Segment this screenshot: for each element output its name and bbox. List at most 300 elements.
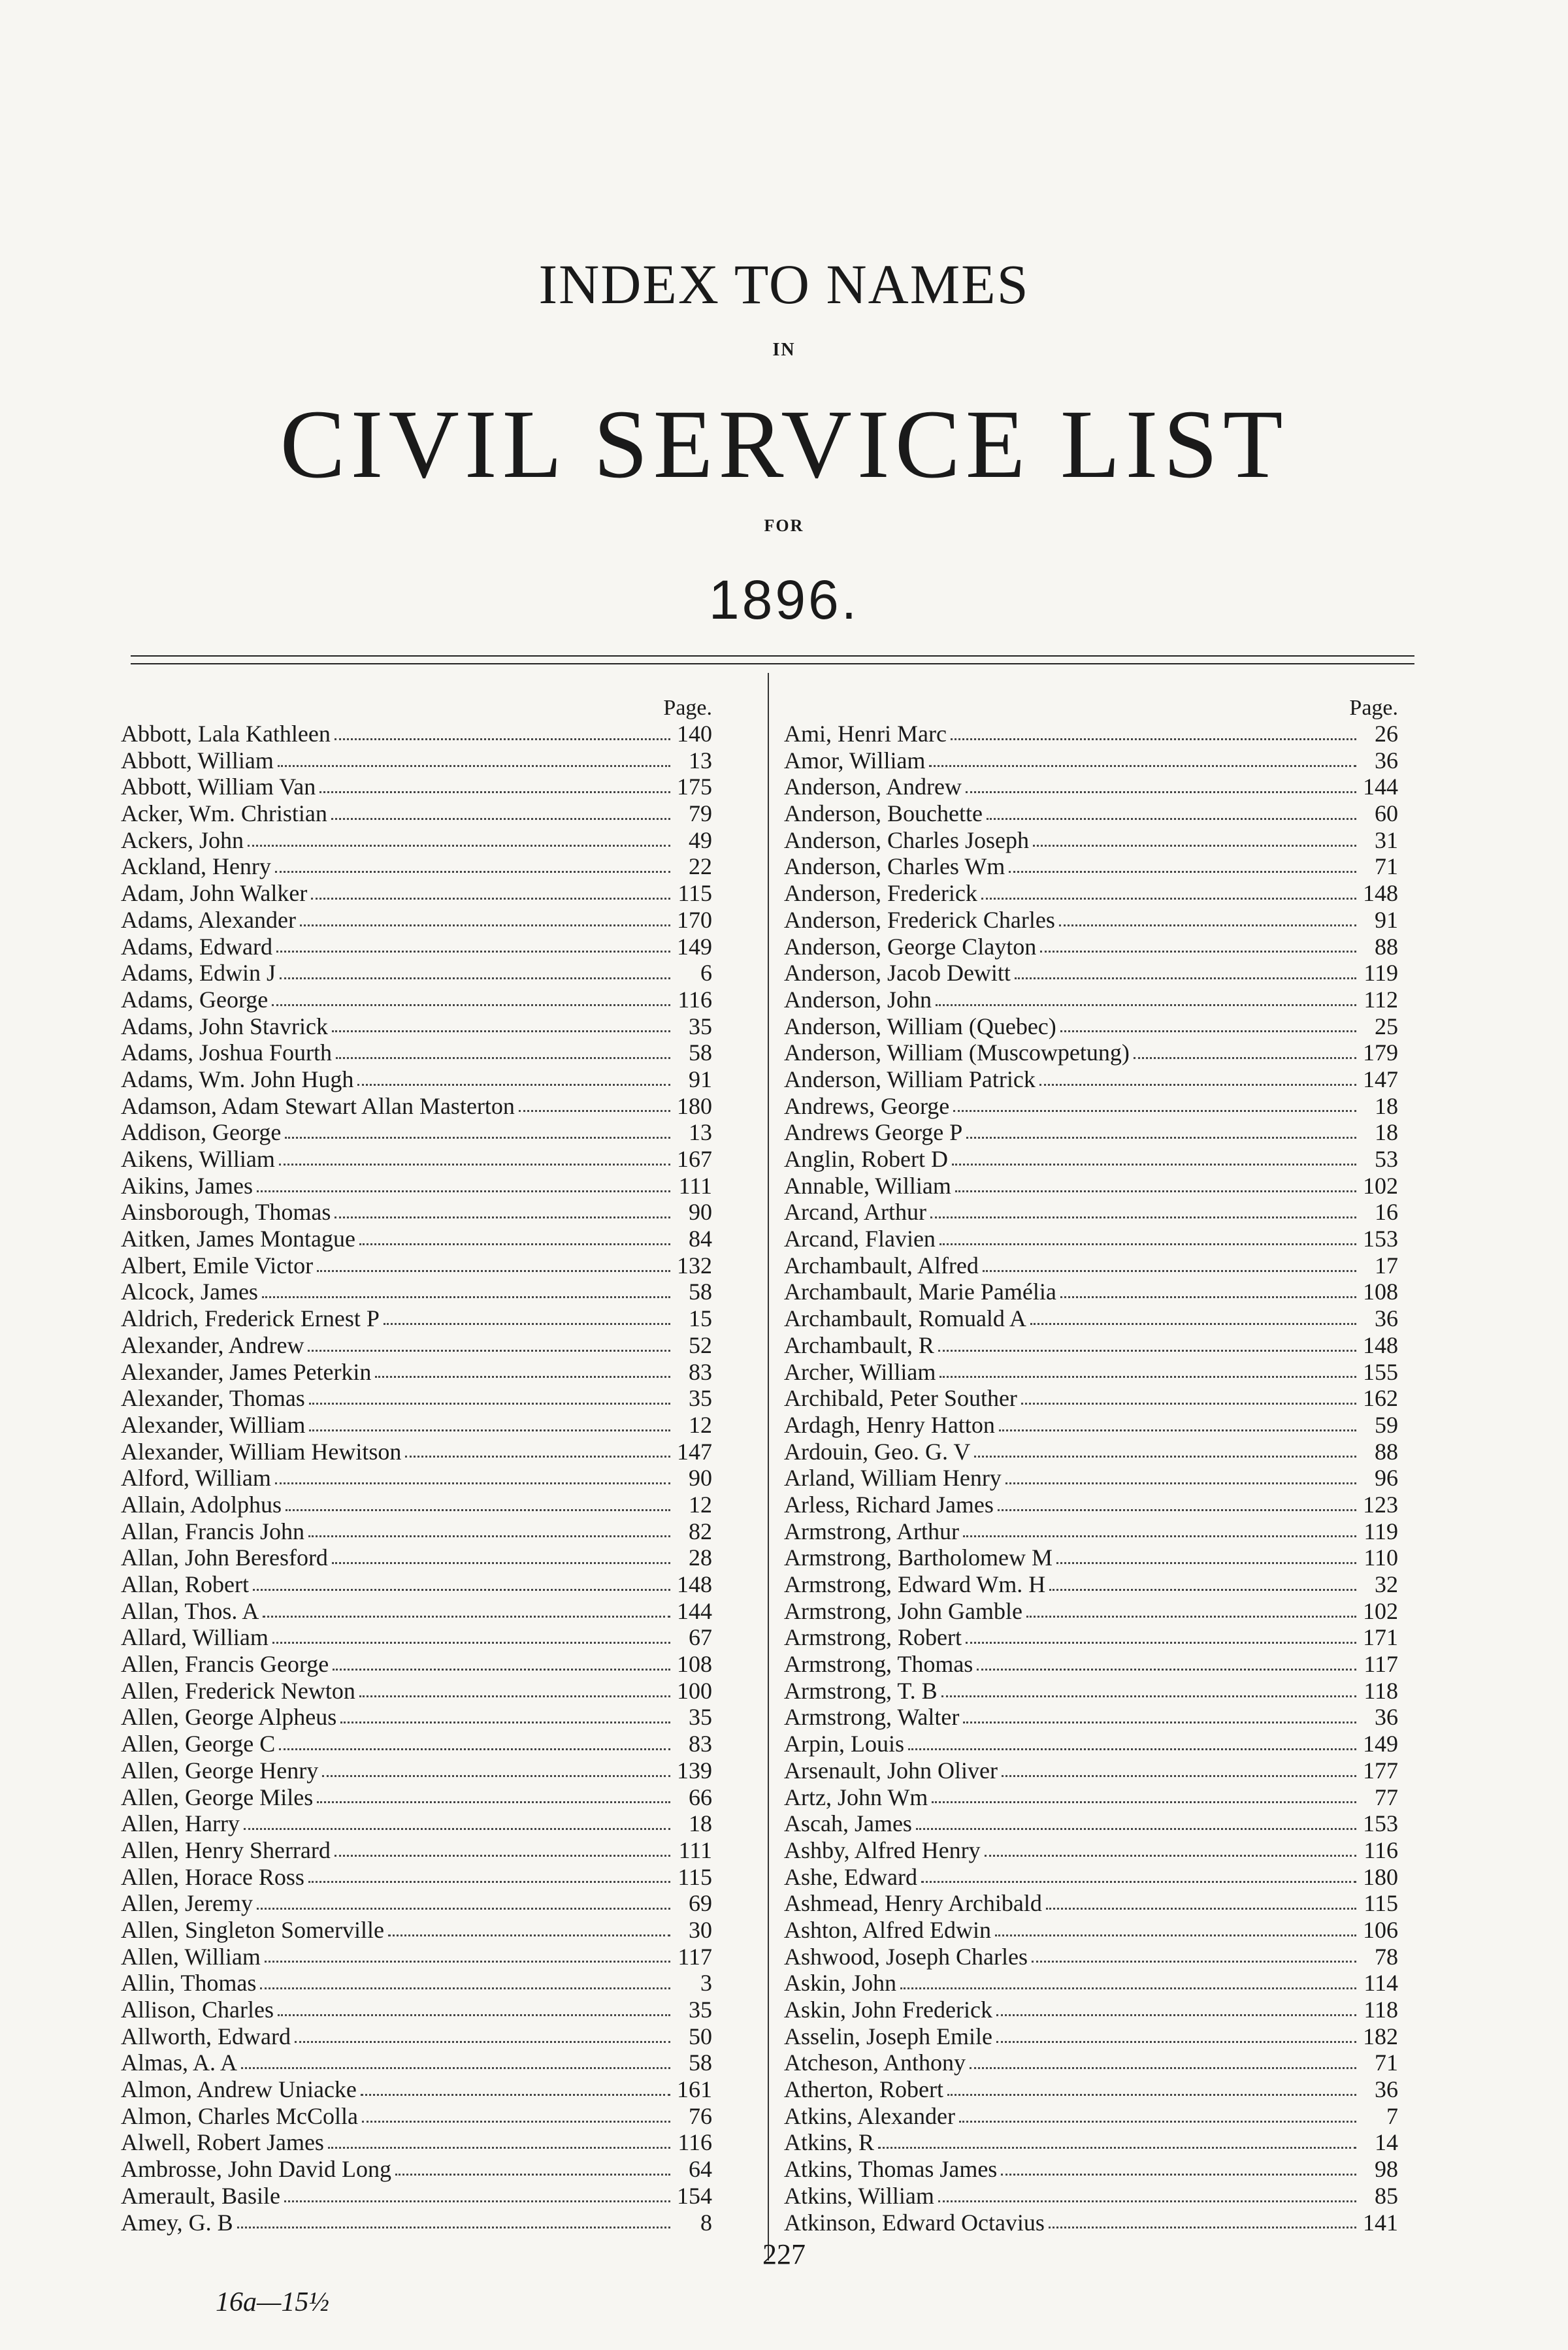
dot-leader <box>1059 924 1356 926</box>
entry-name: Amey, G. B <box>121 2209 233 2236</box>
index-entry <box>121 1704 712 1731</box>
entry-page: 118 <box>1364 1997 1398 2023</box>
entry-name: Armstrong, Bartholomew M <box>784 1544 1053 1571</box>
dot-leader <box>966 791 1356 793</box>
entry-name: Adams, Wm. John Hugh <box>121 1066 354 1092</box>
dot-leader <box>947 2094 1356 2096</box>
entry-name: Archambault, R <box>784 1331 934 1358</box>
index-entry <box>121 1252 712 1279</box>
index-entry <box>784 1332 1398 1359</box>
index-entry <box>121 2210 712 2236</box>
dot-leader <box>322 1775 670 1777</box>
index-entry <box>121 1465 712 1492</box>
dot-leader <box>262 1296 670 1298</box>
dot-leader <box>279 1748 670 1750</box>
entry-page: 18 <box>1375 1092 1398 1119</box>
index-entry <box>121 1305 712 1332</box>
index-entry <box>121 987 712 1013</box>
entry-name: Ackland, Henry <box>121 853 271 880</box>
index-entry <box>121 1731 712 1757</box>
entry-page: 108 <box>1363 1279 1398 1305</box>
entry-page: 111 <box>678 1836 712 1863</box>
dot-leader <box>317 1270 670 1272</box>
entry-page: 14 <box>1375 2129 1398 2156</box>
entry-page: 58 <box>689 2049 712 2076</box>
dot-leader <box>388 1934 670 1936</box>
index-entry <box>784 1997 1398 2023</box>
index-entry <box>121 1066 712 1093</box>
entry-name: Allin, Thomas <box>121 1970 257 1997</box>
entry-page: 91 <box>689 1066 712 1092</box>
entry-name: Allen, Singleton Somerville <box>121 1916 384 1943</box>
right-page-heading: Page. <box>1349 696 1398 720</box>
index-entry <box>121 721 712 747</box>
index-entry <box>121 1651 712 1678</box>
entry-name: Arcand, Arthur <box>784 1199 926 1226</box>
document-title: CIVIL SERVICE LIST <box>280 390 1288 498</box>
index-entry <box>784 1412 1398 1439</box>
entry-name: Allen, Henry Sherrard <box>121 1836 331 1863</box>
entry-page: 139 <box>677 1757 712 1784</box>
entry-name: Ascah, James <box>784 1810 912 1837</box>
index-entry <box>121 1678 712 1705</box>
entry-page: 110 <box>1364 1544 1398 1571</box>
index-entry <box>784 1864 1398 1891</box>
entry-name: Atkins, Alexander <box>784 2102 955 2129</box>
index-entry <box>784 1944 1398 1970</box>
right-entry-list <box>784 721 1398 2236</box>
index-entry <box>121 1997 712 2023</box>
entry-name: Almon, Charles McColla <box>121 2102 358 2129</box>
dot-leader <box>253 1589 670 1591</box>
entry-page: 32 <box>1375 1571 1398 1597</box>
index-entry <box>784 1492 1398 1518</box>
entry-name: Addison, George <box>121 1119 282 1146</box>
entry-name: Armstrong, Thomas <box>784 1651 973 1678</box>
entry-page: 149 <box>677 933 712 960</box>
index-entry <box>784 1704 1398 1731</box>
entry-page: 147 <box>1363 1066 1398 1092</box>
entry-page: 162 <box>1363 1385 1398 1412</box>
index-entry <box>784 2076 1398 2103</box>
entry-page: 35 <box>689 1704 712 1731</box>
entry-page: 71 <box>1375 2049 1398 2076</box>
entry-page: 119 <box>1364 1518 1398 1544</box>
entry-page: 22 <box>689 853 712 880</box>
entry-name: Alcock, James <box>121 1279 258 1305</box>
index-entry <box>121 1837 712 1864</box>
index-entry <box>784 1252 1398 1279</box>
index-entry <box>784 1651 1398 1678</box>
entry-page: 85 <box>1375 2182 1398 2209</box>
dot-leader <box>921 1881 1356 1883</box>
entry-name: Alexander, Thomas <box>121 1385 305 1412</box>
dot-leader <box>916 1828 1356 1830</box>
dot-leader <box>930 1216 1356 1218</box>
dot-leader <box>1049 1589 1356 1591</box>
entry-name: Ambrosse, John David Long <box>121 2156 391 2183</box>
entry-name: Artz, John Wm <box>784 1784 928 1810</box>
index-entry <box>784 1013 1398 1040</box>
dot-leader <box>309 1429 670 1431</box>
dot-leader <box>1005 1482 1356 1484</box>
index-entry <box>121 1784 712 1811</box>
entry-name: Armstrong, T. B <box>784 1677 938 1704</box>
entry-page: 153 <box>1363 1226 1398 1252</box>
index-entry <box>784 1678 1398 1705</box>
entry-name: Anderson, William Patrick <box>784 1066 1036 1092</box>
entry-name: Almas, A. A <box>121 2049 238 2076</box>
index-entry <box>121 1492 712 1518</box>
entry-page: 64 <box>689 2156 712 2183</box>
dot-leader <box>275 1482 670 1484</box>
dot-leader <box>939 1243 1356 1245</box>
entry-page: 180 <box>1363 1863 1398 1890</box>
entry-page: 30 <box>689 1916 712 1943</box>
entry-name: Anglin, Robert D <box>784 1146 948 1172</box>
index-entry <box>784 2183 1398 2210</box>
index-entry <box>121 1598 712 1625</box>
index-entry <box>784 774 1398 800</box>
entry-page: 15 <box>689 1305 712 1332</box>
index-entry <box>121 1944 712 1970</box>
index-entry <box>784 721 1398 747</box>
entry-name: Atherton, Robert <box>784 2076 943 2103</box>
entry-page: 98 <box>1375 2156 1398 2183</box>
entry-name: Adams, Joshua Fourth <box>121 1039 332 1066</box>
entry-page: 28 <box>689 1544 712 1571</box>
index-entry <box>784 1199 1398 1226</box>
entry-page: 111 <box>678 1172 712 1199</box>
dot-leader <box>1060 1296 1356 1298</box>
index-entry <box>784 1119 1398 1146</box>
index-title: INDEX TO NAMES <box>538 253 1030 316</box>
entry-page: 52 <box>689 1331 712 1358</box>
entry-name: Anderson, Bouchette <box>784 800 983 827</box>
index-entry <box>784 1544 1398 1571</box>
title-connector-for: FOR <box>764 516 804 535</box>
index-entry <box>121 1093 712 1120</box>
dot-leader <box>278 2014 670 2016</box>
entry-name: Alford, William <box>121 1465 271 1492</box>
dot-leader <box>308 1535 670 1537</box>
entry-page: 66 <box>689 1784 712 1810</box>
index-entry <box>784 1066 1398 1093</box>
entry-name: Alexander, William <box>121 1411 306 1438</box>
dot-leader <box>966 1642 1356 1644</box>
dot-leader <box>987 818 1356 820</box>
dot-leader <box>996 2014 1356 2016</box>
entry-page: 91 <box>1375 906 1398 933</box>
dot-leader <box>941 1695 1356 1697</box>
index-entry <box>784 827 1398 854</box>
index-entry <box>784 1757 1398 1784</box>
header-rule-top <box>131 655 1414 657</box>
entry-page: 88 <box>1375 1438 1398 1465</box>
entry-name: Askin, John Frederick <box>784 1997 992 2023</box>
entry-name: Armstrong, John Gamble <box>784 1597 1022 1624</box>
entry-page: 50 <box>689 2023 712 2049</box>
index-entry <box>784 2049 1398 2076</box>
dot-leader <box>272 1642 670 1644</box>
entry-name: Aikins, James <box>121 1172 253 1199</box>
dot-leader <box>384 1323 670 1325</box>
entry-name: Allen, Jeremy <box>121 1890 253 1917</box>
entry-page: 36 <box>1375 1704 1398 1731</box>
entry-name: Anderson, Jacob Dewitt <box>784 960 1011 987</box>
entry-name: Aldrich, Frederick Ernest P <box>121 1305 380 1332</box>
index-entry <box>784 1571 1398 1598</box>
index-entry <box>121 1359 712 1386</box>
index-entry <box>784 1359 1398 1386</box>
entry-page: 35 <box>689 1385 712 1412</box>
index-entry <box>784 2156 1398 2183</box>
index-entry <box>121 774 712 800</box>
index-entry <box>121 2183 712 2210</box>
dot-leader <box>272 1004 670 1006</box>
index-entry <box>784 1970 1398 1997</box>
dot-leader <box>359 1243 670 1245</box>
dot-leader <box>1032 1961 1356 1963</box>
index-entry <box>121 853 712 880</box>
index-entry <box>784 1465 1398 1492</box>
dot-leader <box>900 1987 1356 1989</box>
entry-page: 76 <box>689 2102 712 2129</box>
entry-page: 82 <box>689 1518 712 1544</box>
entry-page: 13 <box>689 747 712 774</box>
entry-name: Allan, Thos. A <box>121 1597 259 1624</box>
entry-page: 6 <box>700 960 712 987</box>
entry-name: Armstrong, Edward Wm. H <box>784 1571 1046 1597</box>
dot-leader <box>286 1509 670 1511</box>
entry-page: 90 <box>689 1199 712 1226</box>
index-entry <box>784 1518 1398 1545</box>
index-entry <box>121 1917 712 1944</box>
entry-page: 53 <box>1375 1146 1398 1172</box>
index-entry <box>121 1013 712 1040</box>
dot-leader <box>938 1350 1356 1352</box>
entry-page: 132 <box>677 1252 712 1279</box>
entry-name: Allain, Adolphus <box>121 1491 282 1518</box>
index-entry <box>784 1439 1398 1465</box>
entry-page: 26 <box>1375 721 1398 747</box>
entry-page: 116 <box>678 986 712 1013</box>
dot-leader <box>375 1376 670 1378</box>
index-entry <box>784 1837 1398 1864</box>
entry-name: Adamson, Adam Stewart Allan Masterton <box>121 1092 515 1119</box>
entry-page: 144 <box>1363 774 1398 800</box>
index-entry <box>784 1890 1398 1917</box>
index-entry <box>784 1173 1398 1199</box>
entry-name: Abbott, William Van <box>121 774 316 800</box>
dot-leader <box>300 924 670 926</box>
index-entry <box>784 1784 1398 1811</box>
entry-name: Arland, William Henry <box>784 1465 1002 1492</box>
entry-name: Armstrong, Arthur <box>784 1518 959 1544</box>
entry-page: 148 <box>1363 880 1398 907</box>
entry-page: 36 <box>1375 2076 1398 2103</box>
title-year: 1896. <box>708 569 860 630</box>
entry-page: 83 <box>689 1731 712 1757</box>
index-entry <box>121 1810 712 1837</box>
entry-name: Allen, Francis George <box>121 1651 329 1678</box>
dot-leader <box>328 2147 670 2149</box>
entry-page: 78 <box>1375 1943 1398 1970</box>
dot-leader <box>955 1190 1356 1192</box>
index-entry <box>784 1279 1398 1305</box>
index-entry <box>784 2129 1398 2156</box>
dot-leader <box>952 1164 1356 1166</box>
index-entry <box>121 1039 712 1066</box>
right-column <box>784 696 1398 2236</box>
dot-leader <box>878 2147 1356 2149</box>
title-connector-in: IN <box>772 340 796 360</box>
entry-page: 147 <box>677 1438 712 1465</box>
dot-leader <box>963 1722 1356 1723</box>
index-entry <box>784 853 1398 880</box>
entry-name: Ashwood, Joseph Charles <box>784 1943 1028 1970</box>
index-entry <box>121 2049 712 2076</box>
entry-page: 3 <box>700 1970 712 1997</box>
dot-leader <box>1021 1403 1356 1405</box>
entry-page: 16 <box>1375 1199 1398 1226</box>
dot-leader <box>966 1137 1356 1139</box>
dot-leader <box>938 2200 1356 2202</box>
entry-page: 175 <box>677 774 712 800</box>
dot-leader <box>1002 1775 1356 1777</box>
entry-page: 140 <box>677 721 712 747</box>
dot-leader <box>981 898 1356 900</box>
entry-page: 36 <box>1375 747 1398 774</box>
dot-leader <box>279 1164 670 1166</box>
entry-page: 77 <box>1375 1784 1398 1810</box>
dot-leader <box>519 1110 670 1112</box>
dot-leader <box>1040 951 1356 953</box>
entry-page: 12 <box>689 1411 712 1438</box>
index-entry <box>784 747 1398 774</box>
entry-name: Ashby, Alfred Henry <box>784 1836 981 1863</box>
entry-name: Annable, William <box>784 1172 951 1199</box>
index-entry <box>121 1518 712 1545</box>
entry-name: Ashmead, Henry Archibald <box>784 1890 1042 1917</box>
dot-leader <box>275 871 670 873</box>
entry-name: Anderson, George Clayton <box>784 933 1037 960</box>
dot-leader <box>970 2067 1356 2069</box>
entry-name: Allan, John Beresford <box>121 1544 328 1571</box>
entry-page: 67 <box>689 1624 712 1651</box>
dot-leader <box>951 738 1356 740</box>
entry-name: Adam, John Walker <box>121 880 308 907</box>
left-column <box>121 696 712 2236</box>
column-divider <box>768 673 769 2260</box>
index-entry <box>784 1731 1398 1757</box>
index-entry <box>121 747 712 774</box>
dot-leader <box>963 1535 1356 1537</box>
dot-leader <box>308 1881 670 1883</box>
entry-name: Atkins, R <box>784 2129 875 2156</box>
entry-page: 155 <box>1363 1358 1398 1385</box>
index-entry <box>784 1305 1398 1332</box>
entry-name: Anderson, Charles Wm <box>784 853 1005 880</box>
entry-page: 35 <box>689 1013 712 1039</box>
entry-page: 153 <box>1363 1810 1398 1837</box>
dot-leader <box>908 1748 1356 1750</box>
entry-name: Allen, George Alpheus <box>121 1704 337 1731</box>
entry-name: Askin, John <box>784 1970 897 1997</box>
entry-name: Arless, Richard James <box>784 1491 994 1518</box>
entry-page: 177 <box>1363 1757 1398 1784</box>
entry-name: Amerault, Basile <box>121 2182 280 2209</box>
entry-name: Allworth, Edward <box>121 2023 291 2049</box>
entry-page: 7 <box>1386 2102 1398 2129</box>
entry-page: 114 <box>1364 1970 1398 1997</box>
dot-leader <box>1001 2174 1356 2176</box>
entry-name: Arsenault, John Oliver <box>784 1757 998 1784</box>
entry-name: Ami, Henri Marc <box>784 721 947 747</box>
dot-leader <box>336 1057 670 1059</box>
dot-leader <box>1060 1030 1356 1032</box>
dot-leader <box>340 1722 670 1723</box>
left-page-heading: Page. <box>663 696 712 720</box>
dot-leader <box>332 1030 670 1032</box>
entry-name: Anderson, Frederick <box>784 880 977 907</box>
entry-page: 100 <box>677 1677 712 1704</box>
index-entry <box>121 1279 712 1305</box>
entry-page: 115 <box>678 880 712 907</box>
entry-name: Alexander, William Hewitson <box>121 1438 402 1465</box>
entry-page: 18 <box>1375 1119 1398 1146</box>
dot-leader <box>319 791 670 793</box>
entry-page: 116 <box>678 2129 712 2156</box>
index-entry <box>121 1385 712 1412</box>
index-entry <box>784 1598 1398 1625</box>
entry-name: Atcheson, Anthony <box>784 2049 966 2076</box>
entry-name: Arcand, Flavien <box>784 1226 936 1252</box>
dot-leader <box>1134 1057 1356 1059</box>
entry-name: Arpin, Louis <box>784 1731 904 1757</box>
entry-page: 17 <box>1375 1252 1398 1279</box>
entry-page: 161 <box>677 2076 712 2103</box>
entry-name: Archambault, Alfred <box>784 1252 979 1279</box>
entry-name: Ardagh, Henry Hatton <box>784 1411 995 1438</box>
dot-leader <box>280 977 670 979</box>
index-entry <box>121 1571 712 1598</box>
entry-name: Allen, William <box>121 1943 261 1970</box>
dot-leader <box>1009 871 1356 873</box>
entry-page: 12 <box>689 1491 712 1518</box>
entry-page: 58 <box>689 1279 712 1305</box>
entry-name: Allen, George Miles <box>121 1784 314 1810</box>
dot-leader <box>1026 1616 1356 1618</box>
left-entry-list <box>121 721 712 2236</box>
dot-leader <box>929 765 1356 767</box>
dot-leader <box>237 2227 670 2228</box>
index-entry <box>121 2023 712 2050</box>
entry-name: Andrews George P <box>784 1119 963 1146</box>
index-entry <box>121 1890 712 1917</box>
entry-name: Acker, Wm. Christian <box>121 800 327 827</box>
entry-page: 117 <box>678 1943 712 1970</box>
entry-page: 141 <box>1363 2209 1398 2236</box>
dot-leader <box>308 1350 670 1352</box>
dot-leader <box>265 1961 670 1963</box>
entry-name: Almon, Andrew Uniacke <box>121 2076 357 2103</box>
entry-name: Alexander, James Peterkin <box>121 1358 372 1385</box>
dot-leader <box>295 2041 670 2043</box>
index-entry <box>121 2156 712 2183</box>
dot-leader <box>361 2094 670 2096</box>
entry-page: 171 <box>1363 1624 1398 1651</box>
